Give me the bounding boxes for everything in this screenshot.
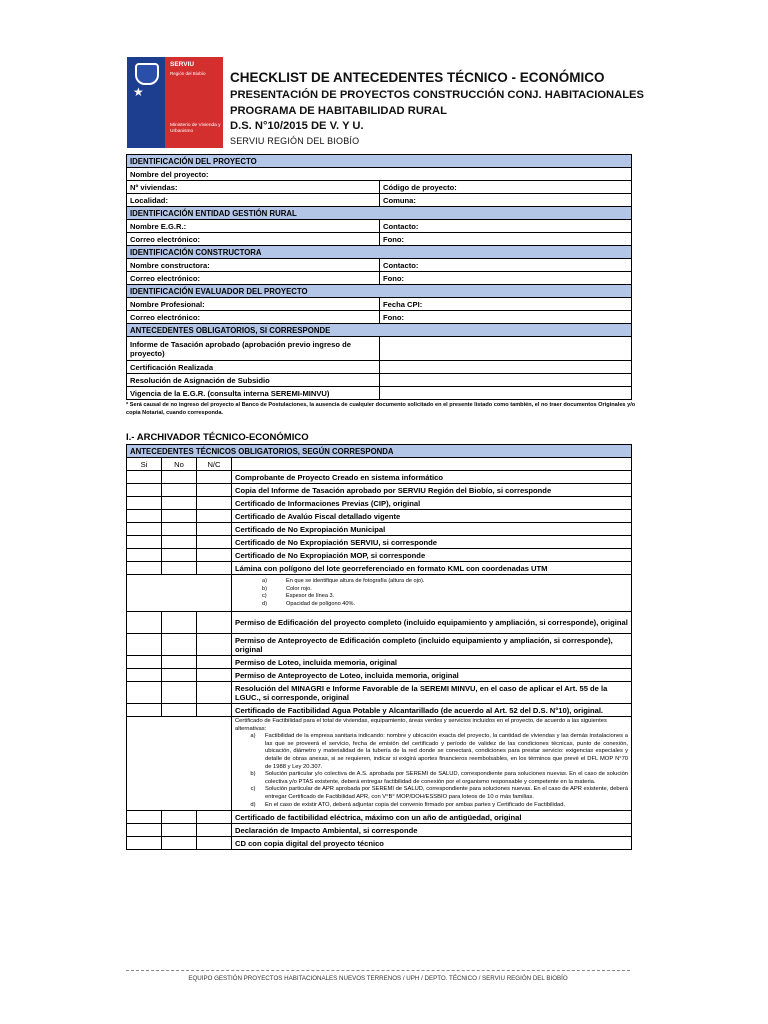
logo-region: Región del Biobío bbox=[170, 71, 206, 76]
field-correo[interactable]: Correo electrónico: bbox=[127, 311, 380, 324]
empty-cell bbox=[127, 575, 232, 612]
checklist-row bbox=[127, 612, 632, 634]
field-fono[interactable]: Fono: bbox=[380, 311, 632, 324]
checkbox-no[interactable] bbox=[162, 634, 197, 656]
header-line-5: SERVIU REGIÓN DEL BIOBÍO bbox=[230, 136, 360, 146]
checkbox-no[interactable] bbox=[162, 656, 197, 669]
kml-requirements bbox=[232, 575, 632, 612]
checkbox-nc[interactable] bbox=[197, 824, 232, 837]
section-title: I.- ARCHIVADOR TÉCNICO-ECONÓMICO bbox=[126, 432, 309, 443]
serviu-logo bbox=[127, 57, 223, 148]
checklist-row bbox=[127, 549, 632, 562]
checkbox-si[interactable] bbox=[127, 682, 162, 704]
factibilidad-option bbox=[235, 733, 628, 771]
checkbox-nc[interactable] bbox=[197, 612, 232, 634]
checklist-row bbox=[127, 682, 632, 704]
checklist-row bbox=[127, 471, 632, 484]
checkbox-no[interactable] bbox=[162, 704, 197, 717]
footnote: * Será causal de no ingreso del proyecto al Banco de Postulaciones, la ausencia de cualquier documento solicitado en el presente listado como también, el no traer documentos Originales y/o copia Notarial, cuando corresponda. bbox=[126, 402, 636, 416]
field-codigo-proyecto[interactable]: Código de proyecto: bbox=[380, 181, 632, 194]
factibilidad-intro: Certificado de Factibilidad para el total de viviendas, equipamiento, áreas verdes y servicios incluidos en el proyecto, de acuerdo a las siguientes alternativas: bbox=[235, 718, 607, 732]
checkbox-nc[interactable] bbox=[197, 562, 232, 575]
field-fecha-cpi[interactable]: Fecha CPI: bbox=[380, 298, 632, 311]
field-nombre-profesional[interactable]: Nombre Profesional: bbox=[127, 298, 380, 311]
checklist-item-label: Permiso de Loteo, incluida memoria, original bbox=[232, 656, 632, 669]
checkbox-no[interactable] bbox=[162, 682, 197, 704]
checkbox-si[interactable] bbox=[127, 549, 162, 562]
checklist-item-label: Comprobante de Proyecto Creado en sistema informático bbox=[232, 471, 632, 484]
checkbox-no[interactable] bbox=[162, 510, 197, 523]
checkbox-si[interactable] bbox=[127, 484, 162, 497]
identification-table bbox=[126, 154, 632, 400]
checkbox-si[interactable] bbox=[127, 510, 162, 523]
checklist-item-label: Resolución del MINAGRI e Informe Favorable de la SEREMI MINVU, en el caso de aplicar el Art. 55 de la LGUC., si corresponde, original bbox=[232, 682, 632, 704]
checkbox-nc[interactable] bbox=[197, 669, 232, 682]
checkbox-si[interactable] bbox=[127, 811, 162, 824]
checkbox-no[interactable] bbox=[162, 484, 197, 497]
list-text: Opacidad de polígono 40%. bbox=[286, 600, 356, 607]
field-value[interactable] bbox=[380, 374, 632, 387]
checklist-header: ANTECEDENTES TÉCNICOS OBLIGATORIOS, SEGÚN CORRESPONDA bbox=[127, 445, 632, 458]
checkbox-si[interactable] bbox=[127, 497, 162, 510]
factibilidad-option bbox=[235, 786, 628, 801]
list-text: Espesor de línea 3. bbox=[286, 593, 335, 599]
list-text: Color rojo. bbox=[286, 585, 312, 592]
checkbox-nc[interactable] bbox=[197, 549, 232, 562]
checkbox-nc[interactable] bbox=[197, 704, 232, 717]
checkbox-no[interactable] bbox=[162, 837, 197, 850]
checklist-row bbox=[127, 634, 632, 656]
checklist-item-label: Permiso de Anteproyecto de Edificación completo (incluido equipamiento y ampliación, si corresponde), original bbox=[232, 634, 632, 656]
section-header: IDENTIFICACIÓN DEL PROYECTO bbox=[127, 155, 632, 168]
field-fono[interactable]: Fono: bbox=[380, 272, 632, 285]
checklist-item-label: Permiso de Anteproyecto de Loteo, incluida memoria, original bbox=[232, 669, 632, 682]
list-marker: b) bbox=[250, 771, 256, 778]
checklist-item-label: Certificado de Informaciones Previas (CIP), original bbox=[232, 497, 632, 510]
checkbox-si[interactable] bbox=[127, 704, 162, 717]
checkbox-si[interactable] bbox=[127, 837, 162, 850]
checkbox-nc[interactable] bbox=[197, 837, 232, 850]
checklist-table bbox=[126, 444, 632, 850]
field-contacto[interactable]: Contacto: bbox=[380, 259, 632, 272]
checkbox-no[interactable] bbox=[162, 523, 197, 536]
field-resolucion: Resolución de Asignación de Subsidio bbox=[127, 374, 380, 387]
checkbox-si[interactable] bbox=[127, 536, 162, 549]
checkbox-no[interactable] bbox=[162, 824, 197, 837]
field-nombre-proyecto[interactable]: Nombre del proyecto: bbox=[127, 168, 632, 181]
section-header: IDENTIFICACIÓN ENTIDAD GESTIÓN RURAL bbox=[127, 207, 632, 220]
checklist-row bbox=[127, 523, 632, 536]
list-text: En el caso de existir ATO, deberá adjuntar copia del convenio firmado por ambas partes y Certificado de Factibilidad. bbox=[265, 801, 566, 808]
field-contacto[interactable]: Contacto: bbox=[380, 220, 632, 233]
header-line-2: PRESENTACIÓN DE PROYECTOS CONSTRUCCIÓN CONJ. HABITACIONALES bbox=[230, 89, 644, 101]
logo-ministry: Ministerio de Vivienda y Urbanismo bbox=[170, 123, 221, 134]
logo-red-panel bbox=[165, 57, 223, 148]
checkbox-nc[interactable] bbox=[197, 536, 232, 549]
factibilidad-option bbox=[235, 802, 628, 810]
field-informe-tasacion: Informe de Tasación aprobado (aprobación previo ingreso de proyecto) bbox=[127, 337, 380, 361]
field-value[interactable] bbox=[380, 387, 632, 400]
checkbox-si[interactable] bbox=[127, 523, 162, 536]
checklist-item-label: Certificado de factibilidad eléctrica, máximo con un año de antigüedad, original bbox=[232, 811, 632, 824]
checklist-item-label: CD con copia digital del proyecto técnico bbox=[232, 837, 632, 850]
checkbox-no[interactable] bbox=[162, 536, 197, 549]
kml-requirement bbox=[262, 593, 628, 601]
field-localidad[interactable]: Localidad: bbox=[127, 194, 380, 207]
list-marker: d) bbox=[250, 801, 256, 808]
checkbox-no[interactable] bbox=[162, 669, 197, 682]
checklist-item-label: Certificado de Avalúo Fiscal detallado vigente bbox=[232, 510, 632, 523]
field-nombre-constructora[interactable]: Nombre constructora: bbox=[127, 259, 380, 272]
kml-requirement bbox=[262, 578, 628, 586]
checkbox-no[interactable] bbox=[162, 612, 197, 634]
field-certificacion: Certificación Realizada bbox=[127, 361, 380, 374]
checklist-item-label: Permiso de Edificación del proyecto completo (incluido equipamiento y ampliación, si corresponde), original bbox=[232, 612, 632, 634]
checkbox-nc[interactable] bbox=[197, 484, 232, 497]
checklist-row bbox=[127, 536, 632, 549]
list-text: Solución particular y/o colectiva de A.S. aprobada por SEREMI de SALUD, correspondiente para soluciones nuevas. En el caso de solución colectiva y/o PTAS existente, deberá entregar factibilidad de conexión por el organismo responsable y competente en la materia. bbox=[265, 771, 629, 785]
page-footer: EQUIPO GESTIÓN PROYECTOS HABITACIONALES NUEVOS TERRENOS / UPH / DEPTO. TÉCNICO / SERVIU REGIÓN DEL BIOBÍO bbox=[188, 975, 568, 982]
checklist-item-label: Certificado de No Expropiación Municipal bbox=[232, 523, 632, 536]
checklist-row bbox=[127, 837, 632, 850]
factibilidad-details bbox=[232, 717, 632, 811]
checklist-item-label: Certificado de Factibilidad Agua Potable y Alcantarillado (de acuerdo al Art. 52 del D.S. N°10), original. bbox=[232, 704, 632, 717]
checkbox-nc[interactable] bbox=[197, 510, 232, 523]
page-title: CHECKLIST DE ANTECEDENTES TÉCNICO - ECONÓMICO bbox=[230, 70, 605, 85]
checkbox-nc[interactable] bbox=[197, 523, 232, 536]
field-value[interactable] bbox=[380, 337, 632, 361]
list-marker: c) bbox=[262, 593, 267, 599]
checkbox-nc[interactable] bbox=[197, 811, 232, 824]
checkbox-nc[interactable] bbox=[197, 634, 232, 656]
col-description bbox=[232, 458, 632, 471]
checklist-row bbox=[127, 704, 632, 717]
checkbox-si[interactable] bbox=[127, 669, 162, 682]
logo-org: SERVIU bbox=[170, 61, 195, 68]
checklist-item-label: Copia del Informe de Tasación aprobado por SERVIU Región del Biobío, si corresponde bbox=[232, 484, 632, 497]
col-si: Si bbox=[127, 458, 162, 471]
checklist-row bbox=[127, 824, 632, 837]
checkbox-nc[interactable] bbox=[197, 471, 232, 484]
checkbox-si[interactable] bbox=[127, 471, 162, 484]
checklist-row bbox=[127, 656, 632, 669]
footer-divider bbox=[126, 970, 630, 971]
list-marker: a) bbox=[250, 733, 256, 740]
checkbox-nc[interactable] bbox=[197, 682, 232, 704]
header-line-4: D.S. N°10/2015 DE V. Y U. bbox=[230, 120, 364, 132]
checklist-row bbox=[127, 669, 632, 682]
checkbox-nc[interactable] bbox=[197, 497, 232, 510]
checkbox-si[interactable] bbox=[127, 656, 162, 669]
header-line-3: PROGRAMA DE HABITABILIDAD RURAL bbox=[230, 105, 447, 117]
checklist-item-label: Declaración de Impacto Ambiental, si corresponde bbox=[232, 824, 632, 837]
field-correo[interactable]: Correo electrónico: bbox=[127, 272, 380, 285]
col-no: No bbox=[162, 458, 197, 471]
list-marker: a) bbox=[262, 578, 267, 584]
checkbox-no[interactable] bbox=[162, 562, 197, 575]
field-fono[interactable]: Fono: bbox=[380, 233, 632, 246]
section-header: IDENTIFICACIÓN CONSTRUCTORA bbox=[127, 246, 632, 259]
checkbox-si[interactable] bbox=[127, 824, 162, 837]
list-marker: d) bbox=[262, 600, 267, 607]
checkbox-no[interactable] bbox=[162, 471, 197, 484]
checklist-row bbox=[127, 811, 632, 824]
col-nc: N/C bbox=[197, 458, 232, 471]
checklist-item-label: Lámina con polígono del lote georreferenciado en formato KML con coordenadas UTM bbox=[232, 562, 632, 575]
checkbox-si[interactable] bbox=[127, 634, 162, 656]
checklist-subrow bbox=[127, 575, 632, 612]
list-marker: c) bbox=[250, 786, 256, 793]
field-vigencia: Vigencia de la E.G.R. (consulta interna SEREMI-MINVU) bbox=[127, 387, 380, 400]
kml-requirement bbox=[262, 586, 628, 594]
checkbox-nc[interactable] bbox=[197, 656, 232, 669]
checklist-row bbox=[127, 510, 632, 523]
section-header: IDENTIFICACIÓN EVALUADOR DEL PROYECTO bbox=[127, 285, 632, 298]
checklist-row bbox=[127, 562, 632, 575]
field-comuna[interactable]: Comuna: bbox=[380, 194, 632, 207]
empty-cell bbox=[127, 717, 232, 811]
checkbox-no[interactable] bbox=[162, 497, 197, 510]
section-header: ANTECEDENTES OBLIGATORIOS, SI CORRESPONDE bbox=[127, 324, 632, 337]
checkbox-no[interactable] bbox=[162, 549, 197, 562]
star-icon: ★ bbox=[133, 85, 144, 99]
checklist-row bbox=[127, 484, 632, 497]
checkbox-si[interactable] bbox=[127, 612, 162, 634]
checklist-row bbox=[127, 497, 632, 510]
list-text: Solución particular de APR aprobada por SEREMI de SALUD, correspondiente para soluciones nuevas. En el caso de APR existente, deberá entregar Certificado de Factibilidad APR, con V°B° MOP/DOH/ESSBIO para loteos de 10 o más familias. bbox=[265, 786, 629, 800]
list-text: Factibilidad de la empresa sanitaria indicando: nombre y ubicación exacta del proyecto, la cantidad de viviendas y las demás instalaciones a las que se proveerá el servicio, fecha de emisión del certificado y período de validez de las condiciones técnicas, punto de conexión, ubicación, diámetro y materialidad de la tubería de la red donde se conectará, condiciones para prestar servicio: exigencias especiales y detalle de obras anexas, si se requieren, indicar si exigirá aportes financieros reembolsables, en los términos que prevé el DFL MOP N°70 de 1988 y Ley 20.307. bbox=[265, 733, 629, 770]
checklist-subrow bbox=[127, 717, 632, 811]
checklist-item-label: Certificado de No Expropiación MOP, si corresponde bbox=[232, 549, 632, 562]
list-text: En que se identifique altura de fotografía (altura de ojo). bbox=[286, 578, 425, 584]
checklist-item-label: Certificado de No Expropiación SERVIU, si corresponde bbox=[232, 536, 632, 549]
logo-blue-panel bbox=[127, 57, 165, 148]
coat-of-arms-icon bbox=[135, 63, 159, 85]
checkbox-si[interactable] bbox=[127, 562, 162, 575]
factibilidad-option bbox=[235, 771, 628, 786]
field-nombre-egr[interactable]: Nombre E.G.R.: bbox=[127, 220, 380, 233]
kml-requirement bbox=[262, 601, 628, 609]
field-n-viviendas[interactable]: Nº viviendas: bbox=[127, 181, 380, 194]
field-value[interactable] bbox=[380, 361, 632, 374]
field-correo[interactable]: Correo electrónico: bbox=[127, 233, 380, 246]
list-marker: b) bbox=[262, 585, 267, 592]
checkbox-no[interactable] bbox=[162, 811, 197, 824]
